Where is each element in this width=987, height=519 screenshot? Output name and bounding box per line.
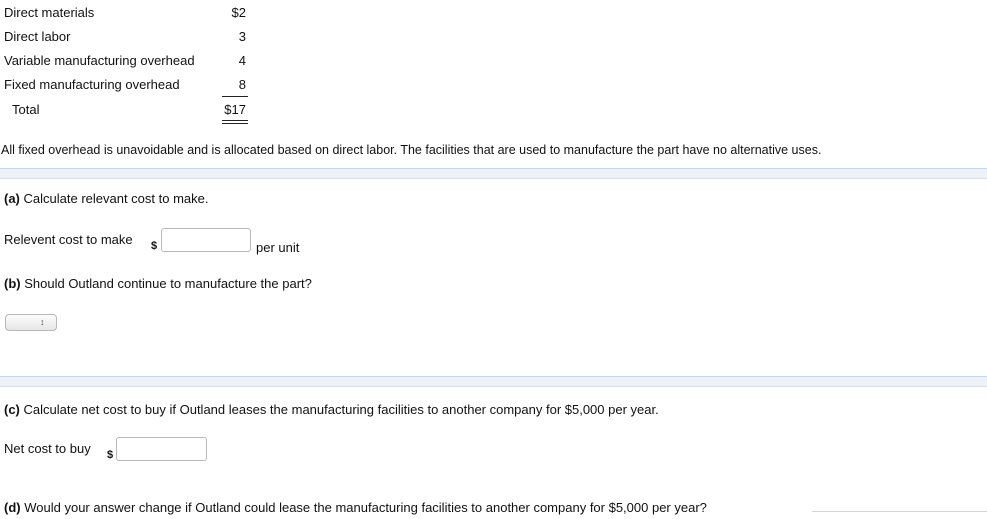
cost-label: Direct materials (4, 5, 95, 20)
cost-label: Variable manufacturing overhead (4, 53, 195, 68)
cost-label: Fixed manufacturing overhead (4, 77, 180, 92)
cost-value: 8 (238, 77, 246, 92)
section-separator (812, 511, 987, 512)
per-unit-label: per unit (256, 240, 300, 255)
currency-symbol: $ (151, 240, 158, 252)
part-b-text: Should Outland continue to manufacture the part? (24, 276, 312, 291)
updown-arrows-icon: ↕ (40, 317, 45, 327)
relevant-cost-input[interactable] (161, 228, 251, 252)
cost-label: Direct labor (4, 29, 71, 44)
cost-value: 4 (238, 53, 246, 68)
cost-value: $2 (231, 5, 246, 20)
continue-manufacture-select[interactable] (5, 314, 57, 331)
section-separator (0, 376, 987, 387)
part-b-question (4, 276, 312, 291)
part-a-text: Calculate relevant cost to make. (23, 191, 209, 206)
part-d-question (4, 500, 707, 515)
relevant-cost-label: Relevent cost to make (4, 232, 133, 247)
net-cost-input[interactable] (116, 437, 207, 461)
part-b-label: (b) (4, 276, 21, 291)
part-c-question (4, 402, 659, 417)
part-c-text: Calculate net cost to buy if Outland leases the manufacturing facilities to another company for $5,000 per year. (23, 402, 659, 417)
currency-symbol: $ (107, 449, 114, 461)
total-double-rule-top (222, 120, 248, 121)
subtotal-rule (222, 96, 248, 97)
part-c-label: (c) (4, 402, 20, 417)
overhead-note: All fixed overhead is unavoidable and is allocated based on direct labor. The facilities that are used to manufacture the part have no alternative uses. (1, 143, 822, 157)
total-value: $17 (224, 102, 246, 117)
total-double-rule-bottom (222, 123, 248, 124)
part-a-label: (a) (4, 191, 20, 206)
part-d-label: (d) (4, 500, 21, 515)
part-d-text: Would your answer change if Outland could lease the manufacturing facilities to another company for $5,000 per year? (24, 500, 707, 515)
total-label: Total (12, 102, 40, 117)
part-a-question (4, 191, 209, 206)
net-cost-label: Net cost to buy (4, 441, 91, 456)
cost-value: 3 (238, 29, 246, 44)
section-separator (0, 168, 987, 179)
